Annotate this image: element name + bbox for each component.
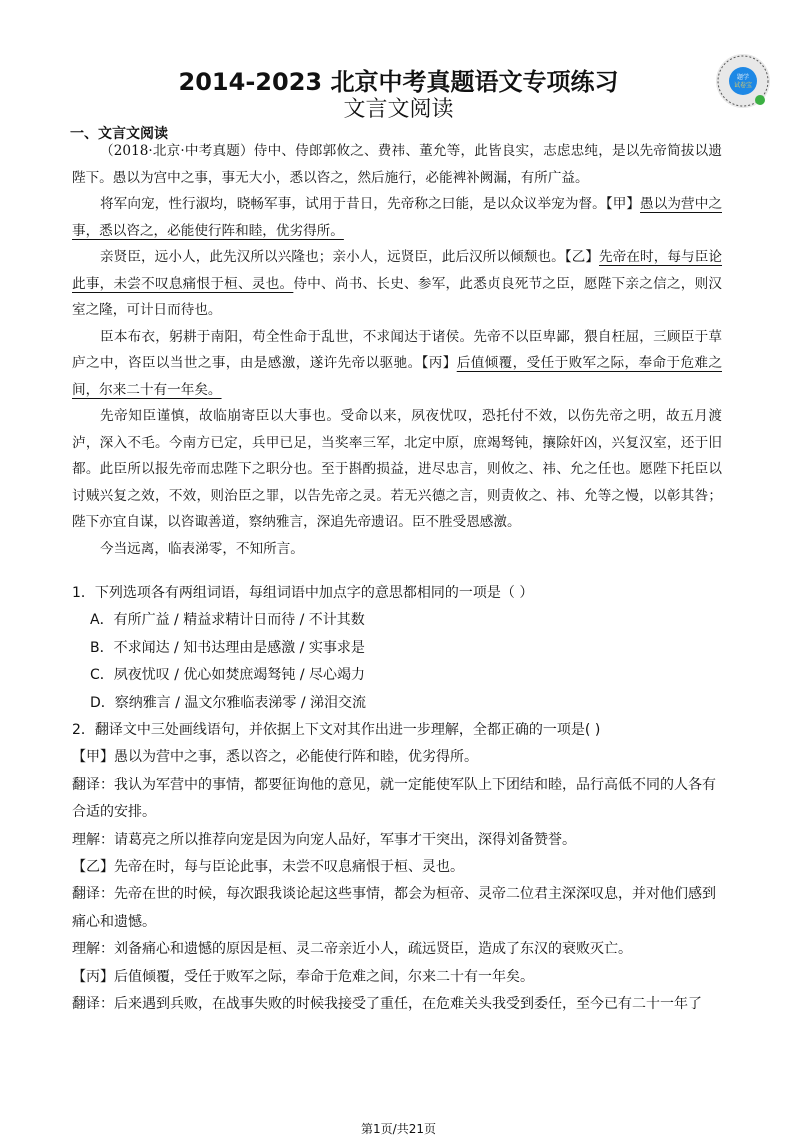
sentence-yi: 【乙】先帝在时，每与臣论此事，未尝不叹息痛恨于桓、灵也。 xyxy=(72,859,464,876)
passage-para-5: 先帝知臣谨慎，故临崩寄臣以大事也。受命以来，夙夜忧叹，恐托付不效，以伤先帝之明，故五月渡泸，深入不毛。今南方已定，兵甲已足，当奖率三军，北定中原，庶竭驽钝，攘除奸凶，兴复汉室，还于旧都。此臣所以报先帝而忠陛下之职分也。至于斟酌损益，进尽忠言，则攸之、祎、允之任也。愿陛下托臣以讨贼兴复之效，不效，则治臣之罪，以告先帝之灵。若无兴德之言，则责攸之、祎、允等之慢，以彰其咎；陛下亦宜自谋，以咨诹善道，察纳雅言，深追先帝遗诏。臣不胜受恩感激。 xyxy=(72,408,722,530)
passage-para-4 xyxy=(72,324,722,404)
passage-para-2 xyxy=(72,191,722,244)
sentence-jia: 【甲】愚以为营中之事，悉以咨之，必能使行阵和睦，优劣得所。 xyxy=(72,749,478,766)
understanding-jia: 理解：请葛亮之所以推荐向宠是因为向宠人品好，军事才干突出，深得刘备赞誉。 xyxy=(72,831,576,848)
underlined-sentence-bing: 后值倾覆，受任于败军之际，奉命于危难之间，尔来二十有一年矣。 xyxy=(72,355,722,398)
page-number: 第1页/共21页 xyxy=(361,1122,436,1136)
question-2: 2．翻译文中三处画线语句，并依据上下文对其作出进一步理解，全都正确的一项是( ) xyxy=(72,722,601,739)
option-b: B．不求闻达 / 知书达理由是感激 / 实事求是 xyxy=(90,639,365,656)
page-title: 2014-2023 北京中考真题语文专项练习 xyxy=(178,68,619,96)
para-text: 侍中、尚书、长史、参军，此悉贞良死节之臣，愿陛下亲之信之，则汉室之隆，可计日而待也。 xyxy=(72,275,722,318)
para-text: 亲贤臣，远小人，此先汉所以兴隆也；亲小人，远贤臣，此后汉所以倾颓也。【乙】 xyxy=(100,249,600,265)
passage-para-3 xyxy=(72,244,722,324)
understanding-yi: 理解：刘备痛心和遗憾的原因是桓、灵二帝亲近小人，疏远贤臣，造成了东汉的衰败灭亡。 xyxy=(72,941,632,958)
para-text: 臣本布衣，躬耕于南阳，苟全性命于乱世，不求闻达于诸侯。先帝不以臣卑鄙，猥自枉屈，三顾臣于草庐之中，咨臣以当世之事，由是感激，遂许先帝以驱驰。【丙】 xyxy=(72,328,722,371)
passage-para-1: （2018·北京·中考真题）侍中、侍郎郭攸之、费祎、董允等，此皆良实，志虑忠纯，是以先帝简拔以遗陛下。愚以为宫中之事，事无大小，悉以咨之，然后施行，必能裨补阙漏，有所广益。 xyxy=(72,143,722,186)
underlined-sentence-yi: 先帝在时，每与臣论此事，未尝不叹息痛恨于桓、灵也。 xyxy=(72,249,722,292)
questions xyxy=(72,580,728,1019)
para-text: 将军向宠，性行淑均，晓畅军事，试用于昔日，先帝称之曰能，是以众议举宠为督。【甲】 xyxy=(100,196,641,212)
translation-bing: 翻译：后来遇到兵败，在战事失败的时候我接受了重任，在危难关头我受到委任，至今已有二十一年了 xyxy=(72,996,702,1013)
logo-text-1: 题学 xyxy=(736,74,750,81)
translation-jia: 翻译：我认为军营中的事情，都要征询他的意见，就一定能使军队上下团结和睦，品行高低不同的人各有合适的安排。 xyxy=(72,776,716,821)
sentence-bing: 【丙】后值倾覆，受任于败军之际，奉命于危难之间，尔来二十有一年矣。 xyxy=(72,968,534,985)
logo-text-2: 试卷宝 xyxy=(733,82,753,89)
page-subtitle: 文言文阅读 xyxy=(343,97,454,122)
passage xyxy=(72,138,722,562)
underlined-sentence-jia: 愚以为营中之事，悉以咨之，必能使行阵和睦，优劣得所。 xyxy=(72,196,722,239)
passage-para-6: 今当远离，临表涕零，不知所言。 xyxy=(100,540,304,557)
translation-yi: 翻译：先帝在世的时候，每次跟我谈论起这些事情，都会为桓帝、灵帝二位君主深深叹息，并对他们感到痛心和遗憾。 xyxy=(72,886,716,930)
question-1: 1．下列选项各有两组词语，每组词语中加点字的意思都相同的一项是（ ） xyxy=(72,585,534,601)
option-c: C．夙夜忧叹 / 优心如焚庶竭驽钝 / 尽心竭力 xyxy=(90,667,366,684)
option-d: D．察纳雅言 / 温文尔雅临表涕零 / 涕泪交流 xyxy=(90,694,367,711)
section-heading: 一、文言文阅读 xyxy=(70,126,168,142)
option-a: A．有所广益 / 精益求精计日而待 / 不计其数 xyxy=(90,612,365,629)
